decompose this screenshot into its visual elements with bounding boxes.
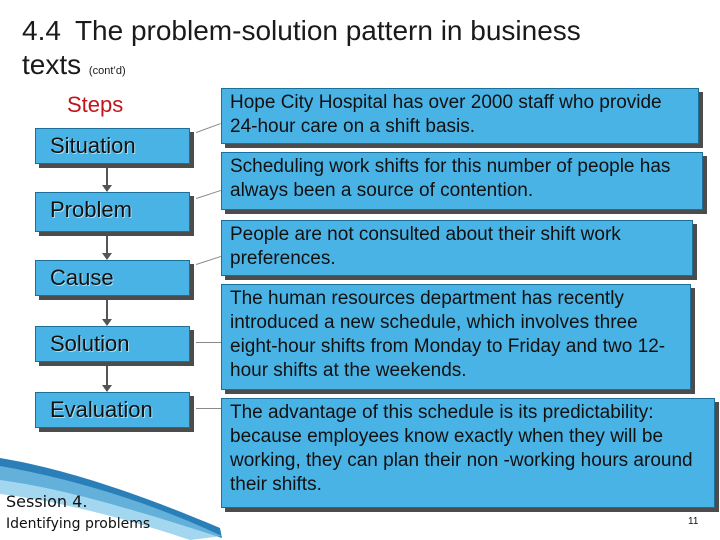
title-line-2: texts	[22, 49, 82, 80]
step-label: Problem	[50, 197, 132, 222]
flow-arrow-down-icon	[102, 385, 112, 392]
flow-arrow-line	[106, 366, 108, 385]
flow-arrow-line	[106, 300, 108, 319]
step-evaluation	[35, 392, 190, 428]
description-cause	[221, 220, 693, 276]
description-text: The human resources department has recently introduced a new schedule, which involves three eight-hour shifts from Monday to Friday and two 12-hour shifts at the weekends.	[230, 288, 666, 381]
connector-line	[196, 256, 221, 265]
description-problem	[221, 152, 703, 210]
step-label: Evaluation	[50, 397, 153, 422]
flow-arrow-line	[106, 236, 108, 253]
step-situation	[35, 128, 190, 164]
step-label: Cause	[50, 265, 114, 290]
description-evaluation	[221, 398, 715, 508]
step-label: Situation	[50, 133, 136, 158]
connector-line	[196, 342, 222, 343]
title-suffix: (cont’d)	[88, 65, 126, 77]
flow-arrow-down-icon	[102, 319, 112, 326]
connector-line	[196, 190, 221, 199]
flow-arrow-line	[106, 168, 108, 185]
description-text: People are not consulted about their shift work preferences.	[230, 224, 621, 269]
footer-subtitle: Identifying problems	[6, 516, 151, 532]
section-number: 4.4	[22, 15, 61, 46]
description-solution	[221, 284, 691, 390]
slide-title	[22, 14, 712, 88]
page-number: 11	[688, 516, 699, 527]
step-label: Solution	[50, 331, 130, 356]
description-text: The advantage of this schedule is its predictability: because employees know exactly when they will be working, they can plan their non -working hours around their shifts.	[230, 402, 693, 495]
flow-arrow-down-icon	[102, 185, 112, 192]
step-solution	[35, 326, 190, 362]
flow-arrow-down-icon	[102, 253, 112, 260]
step-problem	[35, 192, 190, 232]
description-text: Hope City Hospital has over 2000 staff who provide 24-hour care on a shift basis.	[230, 92, 662, 137]
connector-line	[196, 408, 222, 409]
footer-session: Session 4.	[6, 492, 88, 511]
description-situation	[221, 88, 699, 144]
title-line-1: The problem-solution pattern in business	[74, 15, 581, 46]
connector-line	[196, 123, 221, 133]
step-cause	[35, 260, 190, 296]
description-text: Scheduling work shifts for this number of people has always been a source of contention.	[230, 156, 671, 201]
steps-heading: Steps	[67, 92, 124, 117]
